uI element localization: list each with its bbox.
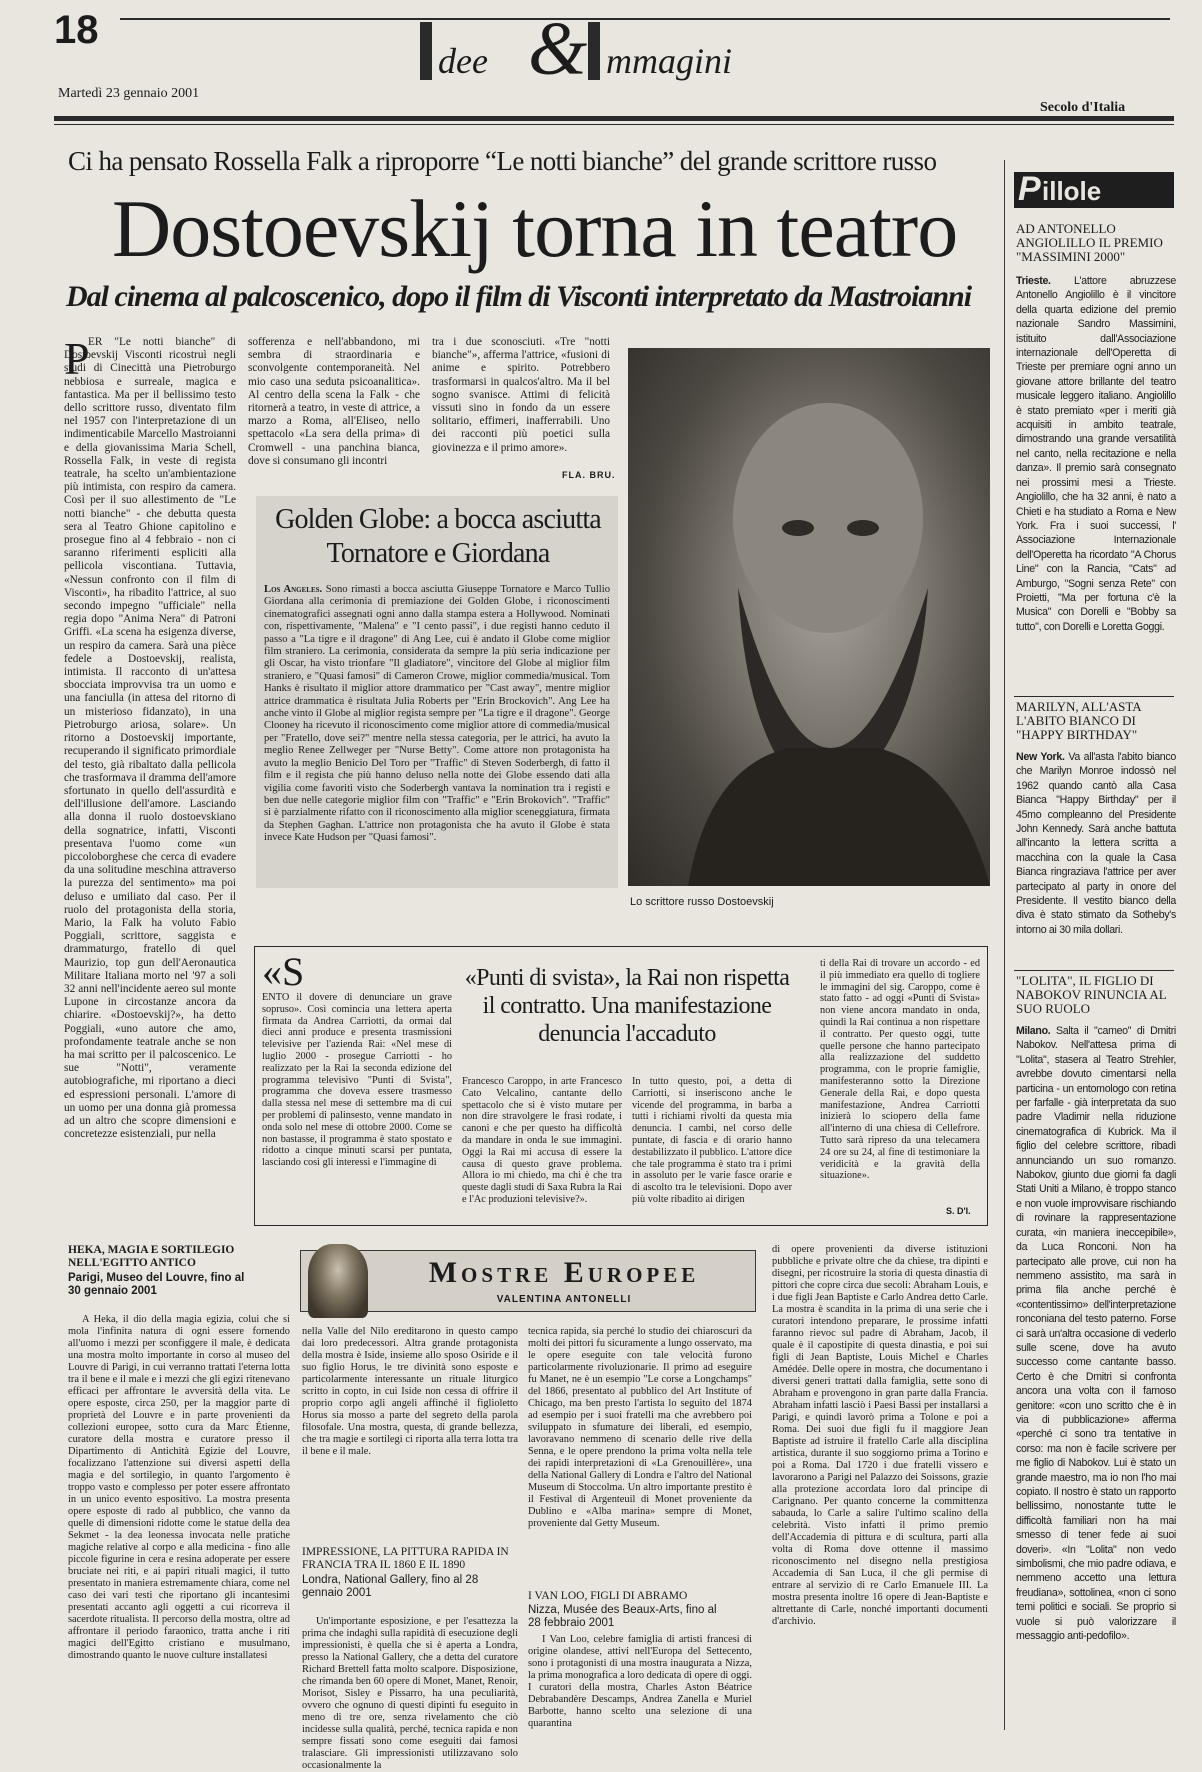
rai-col-c: ti della Rai di trovare un accordo - ed il più immediato era quello di togliere le immagini del sig. Caroppo, come è stato fatto - ad oggi «Punti di Svista» non viene ancora mandato in onda, quindi la Rai continua a non rispettare il contratto. Per questo oggi, tutte quelle persone che hanno partecipato alla realizzazione del suddetto programma, con le proprie famiglie, manifesteranno sotto la Direzione Generale della Rai, e dopo questa manifestazione, Andrea Carriotti inizierà lo sciopero della fame all'interno di una chiesa di Cellefrore. Tutto sarà ripreso da una telecamera 24 ore su 24, al fine di testimoniare la veridicità e la gravità della situazione». — [820, 958, 980, 1182]
golden-globe-headline-2: Tornatore e Giordana — [326, 538, 550, 569]
pillole-item1-body — [1016, 274, 1176, 696]
lead-headline: Dostoevskij torna in teatro — [112, 183, 958, 274]
pillole-label: illole — [1042, 176, 1102, 206]
mostre-author: VALENTINA ANTONELLI — [496, 1294, 632, 1305]
heka-title: HEKA, MAGIA E SORTILEGIO NELL'EGITTO ANTICO — [68, 1244, 235, 1269]
section-title-part2: mmagini — [606, 41, 732, 81]
pillole-item1-text: L'attore abruzzese Antonello Angiolillo è il vincitore della quarta edizione del premio nazionale Sandro Massimini, istituito dall'Associazione internazionale dell'Operetta di Trieste per premiare ogni anno un giovane attore brillante del teatro musicale leggero italiano. Angiolillo è stato premiato «per i meriti già acquisiti in ambito teatrale, dimostrando una grande versatilità nel canto, nella recitazione e nella danza». Il premio sarà consegnato nei prossimi mesi a Trieste. Angiolillo, che ha 32 anni, è nato a Chieti e ha studiato a Roma e New York. Fra i suoi successi, l' Associazione Internazionale dell'Operetta ha ricordato "A Chorus Line" con la Rancia, "Cats" ad Amburgo, "Sogni senza Rete" con Proietti, "Ma per fortuna c'è la Musica" con Dorelli e "Bobby sa tutto", con Dorelli e Loretta Goggi. — [1016, 275, 1176, 633]
pillole-item3-title: "LOLITA", IL FIGLIO DI NABOKOV RINUNCIA AL SUO RUOLO — [1016, 973, 1167, 1016]
pillole-header — [1014, 172, 1174, 208]
lead-kicker: Ci ha pensato Rossella Falk a riproporre “Le notti bianche” del grande scrittore russo — [68, 146, 937, 176]
golden-globe-text: Sono rimasti a bocca asciutta Giuseppe Tornatore e Marco Tullio Giordana alla cerimonia di premiazione dei Golden Globe, i riconoscimenti cinematografici assegnati ogni anno dalla stampa estera a Hollywood. Nominati con, rispettivamente, "Malena" e "I cento passi", i due registi hanno ceduto il passo a "La tigre e il dragone" di Ang Lee, cui è andato il Globe come miglior film straniero. La cerimonia, considerata da sempre la più seria indicazione per gli Oscar, ha visto trionfare "Il gladiatore", vincitore del Globe al miglior film straniero, e "Quasi famosi" di Cameron Crowe, miglior commedia/musical. Tom Hanks è risultato il miglior attore drammatico per "Cast away", mentre miglior attrice drammatica è risultata Julia Roberts per "Erin Brockovich". Ang Lee ha anche vinto il Globe al miglior regista sempre per "La tigre e il dragone". George Clooney ha ricevuto il riconoscimento come miglior attore di commedia/musical per "Fratello, dove sei?" mentre nella stessa categoria, per le attrici, ha avuto la meglio Renee Zellweger per "Nurse Betty". Come attore non protagonista ha avuto la meglio Benicio Del Toro per "Traffic" di Steven Soderbergh, di fatto il film e il regista che più hanno deluso nella notte dei Globe essendo dati alla vigilia come favoriti visto che Soderbergh vantava la nomination tra i registi e ben due nelle categorie miglior film con "Traffic" e "Erin Brokovich". "Traffic" si è parzialmente rifatto con il riconoscimento alla miglior sceneggiatura, firmata da Stephen Gaghan. L'attrice non protagonista che ha avuto il Globe è stata invece Kate Hudson per "Quasi famosi". — [264, 584, 610, 844]
lead-column-3: tra i due sconosciuti. «Tre "notti bianche"», afferma l'attrice, «fusioni di anime e spirito. Potrebbero trasformarsi in qualcos'altro. Ma il bel sogno svanisce. Attimi di felicità vissuti sino in fondo da un essere solitario, effimeri, inafferrabili. Uno dei racconti più poetici sulla giovinezza e il primo amore». — [432, 336, 610, 454]
lead-subhead: Dal cinema al palcoscenico, dopo il film di Visconti interpretato da Mastroianni — [66, 280, 972, 313]
newspaper-name: Secolo d'Italia — [1040, 100, 1126, 115]
rai-quote-mark: «S — [262, 949, 305, 994]
pillole-item2-dateline: New York. — [1016, 751, 1065, 763]
rai-col-a: Francesco Caroppo, in arte Francesco Cato Velcalino, cantante dello spettacolo che si è visto mutare per non dire stravolgere le frasi rodate, i canoni e che per questo ha difficoltà da mandare in onda le sue immagini. Oggi la Rai mi accusa di essere la causa di questo grave problema. Allora io mi chiedo, ma chi è che tra queste dagli studi di Saxa Rubra la Rai e l'Ac produzioni televisive?». — [462, 1076, 622, 1205]
impression-place: Londra, National Gallery, fino al 28 gennaio 2001 — [302, 1574, 479, 1599]
mostre-col3-top: tecnica rapida, sia perché lo studio dei chiaroscuri da molti dei pittori fu sicuramente a lungo osservato, ma le opere eseguite con tale velocità furono particolarmente rivoluzionarie. Il primo ad eseguire fu Manet, ne è un esempio "Le corse a Longchamps" del 1866, presentato al pubblico del Art Institute of Chicago, ma ben presto l'artista lo seguito del 1874 ad esempio per i suoi fratelli ma che avrebbero poi sviluppato in sfumature dei liberali, ed esempio, lavoravano nemmeno di scenario delle rive della Senna, e le opere prendono la prima volta nella tele dei rapidi interpretazioni di «La Grenouillère», una della National Gallery di Londra e l'altro del National Museum di Stoccolma. Un altro importante prestito è il Festival di Argenteuil di Monet proveniente da Dublino e «Alba marina» sempre di Monet, proveniente dal Getty Museum. — [528, 1326, 752, 1529]
issue-date: Martedì 23 gennaio 2001 — [58, 86, 200, 101]
mostre-col4: di opere provenienti da diverse istituzioni pubbliche e private oltre che da chiese, tra dipinti e disegni, per ricostruire la storia di questa dinastia di pittori che copre circa due secoli: Abraham Louis, e i due figli Jean Baptiste e Carlo Andrea detto Carle. La mostra è scandita in la prima di una serie che i curatori intendono preparare, le prossime infatti faranno rievoc sul padre di Abraham, Jacob, il quale è il capostipite di questa dinastia, e poi sui figli di Jean Baptiste, Louis Michel e Charles Amédée. Delle opere in mostra, che documentano i diversi generi trattati dalla famiglia, sette sono di Abraham e provengono in gran parte dalla Francia. Abraham infatti lasciò i Paesi Bassi per installarsi a Parigi, e quindi lavorò prima a Tolone e poi a Roma. Dei suoi due figli fu il maggiore Jean Baptiste ad istruire il fratello Carle alla disciplina artistica, durante il suo soggiorno prima a Torino e poi a Roma. Dal 1720 i due fratelli vissero e lavorarono a Parigi nel Palazzo dei Soissons, grazie alla protezione accordata loro dal principe di Carignano. Per quanto concerne la committenza sabauda, lo Carle a salire l'ultimo scalino della celebrità. Visto infatti il primo premio dell'Accademia di pittura e di scultura, parti alla volta di Roma dove ottenne il massimo riconoscimento nel disegno nella prestigiosa Accademia di San Luca, il che gli permise di entrare al servizio di re Carlo Emanuele III. La mostra presenta inoltre 16 opere di Jean-Baptiste e altrettante di Carle, nonché importanti documenti d'archivio. — [772, 1244, 988, 1627]
pillole-rule-1 — [1014, 696, 1174, 697]
vanloo-place: Nizza, Musée des Beaux-Arts, fino al 28 febbraio 2001 — [528, 1604, 717, 1629]
lead-column-1: ER "Le notti bianche" di Dostoevskij Visconti ricostruì negli studi di Cinecittà una Pietroburgo nebbiosa e surreale, magica e fantastica. Ma per il bellissimo testo dello scrittore russo, diventato film nel 1957 con l'interpretazione di un indimenticabile Marcello Mastroianni e della giovanissima Maria Schell, Rossella Falk, in veste di regista teatrale, ha scelto un'ambientazione più intimista, con respiro da camera. Così per il suo allestimento de "Le notti bianche" - che debutta questa sera al Teatro Ghione capitolino e prosegue fino al 4 febbraio - non ci saranno riferimenti espliciti alla pellicola viscontiana. Tuttavia, «Nessun confronto con il film di Visconti», ha ribadito l'attrice, al suo secondo impegno "ufficiale" nella regia dopo "Anima Nera" di Patroni Griffi. «La scena ha esigenza diverse, un respiro da camera. Sarà una pièce fedele a Dostoevskij, realista, intimista. Il racconto di un'attesa sbocciata improvvisa tra un uomo e una fanciulla (in attesa del ritorno di un misterioso fidanzato), in una Pietroburgo ariosa, solare». Un ritorno a Dostoevskij importante, recuperando il significato primordiale del testo, già ribaltato dalla pellicola che trasformava il dramma dell'amore sfortunato in quello dell'assurdità e dell'illusione dell'amore. Lasciando alla donna il ruolo dostoevskiano della sognatrice, infatti, Visconti presentava l'uomo come «un piccoloborghese che cerca di evadere da una solitudine meschina attraverso la purezza del sentimento» ma poi deluso e umiliato dal caso. Per il ruolo del protagonista della storia, Mario, la Falk ha voluto Fabio Poggiali, scrittore, saggista e drammaturgo, fratello di quel Maurizio, top gun dell'Aeronautica Militare Italiana morto nel '97 a soli 32 anni nell'incidente aereo sul monte Lupone in circostanze ancora da chiarire. «Dostoevskij?», ha detto Poggiali, «uno autore che amo, profondamente teatrale anche se non ha mai scritto per il palcoscenico. Le sue "Notti", veramente autobiografiche, mi riportano a dieci ed espressioni personali. L'amore di un uomo per una donna già promessa ad un altro che scopre dimensioni e concretezze esistenziali, pur nella — [64, 336, 236, 1141]
pillole-item1-dateline: Trieste. — [1016, 275, 1051, 287]
golden-globe-headline-1: Golden Globe: a bocca asciutta — [275, 504, 601, 535]
dostoevskij-photo — [628, 348, 990, 886]
golden-globe-dateline: Los Angeles. — [264, 584, 323, 595]
mona-lisa-icon — [308, 1244, 368, 1318]
pillole-item3-dateline: Milano. — [1016, 1025, 1051, 1037]
mostre-banner-title: Mostre Europee — [428, 1256, 700, 1289]
lead-byline: FLA. BRU. — [562, 470, 616, 480]
rai-col-b: In tutto questo, poi, a detta di Carriotti, si inseriscono anche le vicende del programma, in barba a tutti i richiami rivolti da questa mia denuncia. I cambi, nel corso delle puntate, di fascia e di orario hanno destabilizzato il pubblico. L'attore dice che tale programma è stato tra i primi in assoluto per le varie fasce orarie e di ascolto tra le televisioni. Dopo aver più volte ribadito ai dirigen — [632, 1076, 792, 1205]
pillole-item2-body — [1016, 750, 1176, 966]
page-number: 18 — [54, 8, 99, 52]
section-title — [420, 7, 820, 92]
pillole-rule-2 — [1014, 970, 1174, 971]
golden-globe-body — [264, 584, 610, 884]
heka-body: A Heka, il dio della magia egizia, colui che si mola l'infinita natura di ogni essere fornendo all'uomo i mezzi per sconfiggere il male, è dedicata una mostra molto importante in corso al museo del Louvre di Parigi, in cui verranno trattati l'eterna lotta tra il bene e il male e i mezzi che gli egizi ritenevano efficaci per affrontare le avversità della vita. Le opere esposte, circa 250, per la maggior parte di proprietà del Louvre e in parte provenienti da collezioni europee, sotto cura da Marc Étienne, curatore della mostra e curatore presso il Dipartimento di Antichità Egizie del Louvre, focalizzano l'attenzione sui diversi aspetti della magia e del sortilegio, in quanto l'argomento è troppo vasto e complesso per poter essere affrontato in un unico evento espositivo. La mostra presenta opere esposte di rado al pubblico, che vanno da quelle di dimensioni ridotte come le statue della dea Sekmet - la dea leonessa invocata nelle pratiche magiche relative al corpo e alla medicina - fino alle piccole figurine in cera e resina adoperate per essere bruciate nei riti, e ai papiri rituali magici, il tutto presentato in maniera estremamente chiara, come nel caso dei vari testi che riportano gli incantesimi presentati accanto agli oggetti a cui ricorreva il sacerdote ritualista. Il percorso della mostra, oltre ad affrontare il periodo faraonico, tratta anche i riti magici dell'Egitto cristiano e musulmano, dimostrando quanto le nuove culture installatesi — [68, 1314, 290, 1661]
section-ampersand: & — [528, 7, 588, 91]
mostre-col2-top: nella Valle del Nilo ereditarono in questo campo dai loro predecessori. Altra grande protagonista della mostra è Iside, insieme allo sposo Osiride e il suo figlio Horus, le tre divinità sono esposte e particolarmente interessante un rituale liturgico scritto in copto, in cui Iside non cessa di offrire il proprio corpo agli angeli affinché il figlioletto Horus sia mosso a parte del segreto della parola filosofale. Una mostra, questa, di grande bellezza, che tra magie e sortilegi ci riporta alla terra lotta tra il bene e il male. — [302, 1326, 518, 1457]
impression-title: IMPRESSIONE, LA PITTURA RAPIDA IN FRANCIA TRA IL 1860 E IL 1890 — [302, 1546, 509, 1571]
impression-body: Un'importante esposizione, e per l'esattezza la prima che indaghi sulla rapidità di esecuzione degli impressionisti, è quella che si è aperta a Londra, presso la National Gallery, che a detta del curatore Richard Brettell fatta molto scalpore. Disposizione, che rimanda ben 60 opere di Monet, Manet, Renoir, Morisot, Sisley e Pissarro, ha una peculiarità, ovvero che ognuno di questi dipinti fu eseguito in meno di tre ore, senza rivelamento che ciò incidesse sulla qualità, perché, tecnica rapida e non sempre fissati sono come eseguiti dai famosi tralasciare. Gli impressionisti utilizzavano solo occasionalmente la — [302, 1616, 518, 1771]
rai-headline: «Punti di svista», la Rai non rispetta il contratto. Una manifestazione denuncia l'accaduto — [464, 965, 790, 1047]
masthead-rule-thin — [54, 124, 1174, 125]
lead-dropcap: P — [64, 333, 90, 384]
section-initial-i — [420, 22, 432, 80]
section-title-part1: dee — [438, 41, 488, 81]
masthead-rule — [54, 116, 1174, 121]
pillole-item3-text: Salta il "cameo" di Dmitri Nabokov. Nell'attesa prima di "Lolita", stasera al Teatro Strehler, avrebbe dovuto cimentarsi nella particina - un entomologo con retina per farfalle - già interpretata da suo padre Vladimir nella riduzione cinematografica di Kubrick. Ma il figlio del celebre scrittore, ribadì annunciando un suo romanzo. Nabokov, giunto due giorni fa dagli Stati Uniti a Milano, è troppo stanco e non vuole improvvisare rischiando di rovinare la rappresentazione curata, «in maniera ineccepibile», da Luca Ronconi. Non ha partecipato alle prove, cui non ha nemmeno assistito, ma sarà in prima fila anche perché è «contentissimo» dell'interpretazione ronconiana del testo paterno. Forse ci sarà un'altra occasione di vederlo sulle scene, dove ha avuto successo come cantante basso. Certo è che Dmitri si confronta ancora una volta con il famoso genitore: «con uno scritto che è in via di pubblicazione» afferma «perché ci sono tra tentative in corso: ma non è facile scrivere per me figlio di Nabokov. Lui è stato un grande maestro, ma io non l'ho mai copiato. Il nostro è stato un rapporto bellissimo, nonostante tutte le difficoltà familiari non ha mai smesso di tener fede ai suoi doveri». «In "Lolita" non vedo simbolismi, che mio padre odiava, e nemmeno accetto una lettura freudiana», sottolinea, «non ci sono temi politici e sociali. Se proprio si vuole si può valorizzare il messaggio anti-pedofilo». — [1016, 1025, 1176, 1643]
pillole-initial: P — [1018, 170, 1041, 208]
rai-signature: S. D'I. — [946, 1206, 971, 1216]
pillole-divider — [1004, 160, 1005, 1730]
pillole-item2-text: Va all'asta l'abito bianco che Marilyn Monroe indossò nel 1962 quando cantò alla Casa Bianca "Happy Birthday" per il 45mo compleanno del Presidente John Kennedy. Sarà anche battuta all'incanto la lettera scritta a macchina con la quale la Casa Bianca ringraziava l'attrice per aver partecipato al party in onore del Presidente. Il vestito bianco della diva è stato stimato da Sotheby's intorno ai 30 mila dollari. — [1016, 751, 1176, 936]
heka-place: Parigi, Museo del Louvre, fino al 30 gennaio 2001 — [68, 1272, 245, 1297]
pillole-item2-title: MARILYN, ALL'ASTA L'ABITO BIANCO DI "HAPPY BIRTHDAY" — [1016, 699, 1141, 742]
pillole-item3-body — [1016, 1024, 1176, 1730]
lead-column-2: sofferenza e nell'abbandono, mi sembra di straordinaria e sconvolgente contemporaneità. Nel mio caso una seduta psicoanalitica». Al centro della scena la Falk - che ritornerà a teatro, in veste di attrice, a marzo a Roma, all'Eliseo, nello spettacolo «La sera della prima» di Cromwell - una panchina bianca, dove si consumano gli incontri — [248, 336, 420, 467]
portrait-illustration — [628, 348, 990, 886]
rai-left-text: ENTO il dovere di denunciare un grave sopruso». Così comincia una lettera aperta firmata da Andrea Carriotti, da ormai dal dieci anni produce e presenta trasmissioni televisive per l'azienda Rai: «Nel mese di luglio 2000 - prosegue Carriotti - ho realizzato per la Rai la seconda edizione del programma televisivo "Punti di Svista", programma che doveva essere trasmesso dalla stessa nel mese di settembre ma di cui per problemi di palinsesto, venne mandato in onda solo nel mese di ottobre 2000. Come se non bastasse, il programma è stato spostato e ridotto a cinque minuti scarsi per puntata, lasciando così gli interessi e l'immagine di — [262, 992, 452, 1169]
vanloo-title: I VAN LOO, FIGLI DI ABRAMO — [528, 1590, 688, 1602]
vanloo-body: I Van Loo, celebre famiglia di artisti francesi di origine olandese, attivi nell'Europa del Settecento, sono i protagonisti di una mostra inaugurata a Nizza, la prima monografica a loro dedicata di opere di oggi. I curatori della mostra, Charles Aston Béatrice Debrabandère Descamps, Andrea Zanella e Muriel Barbotte, hanno scelto una selezione di una quarantina — [528, 1634, 752, 1729]
photo-caption: Lo scrittore russo Dostoevskij — [630, 896, 774, 908]
pillole-item1-title: AD ANTONELLO ANGIOLILLO IL PREMIO "MASSIMINI 2000" — [1016, 221, 1163, 264]
section-initial-i2 — [588, 22, 600, 80]
